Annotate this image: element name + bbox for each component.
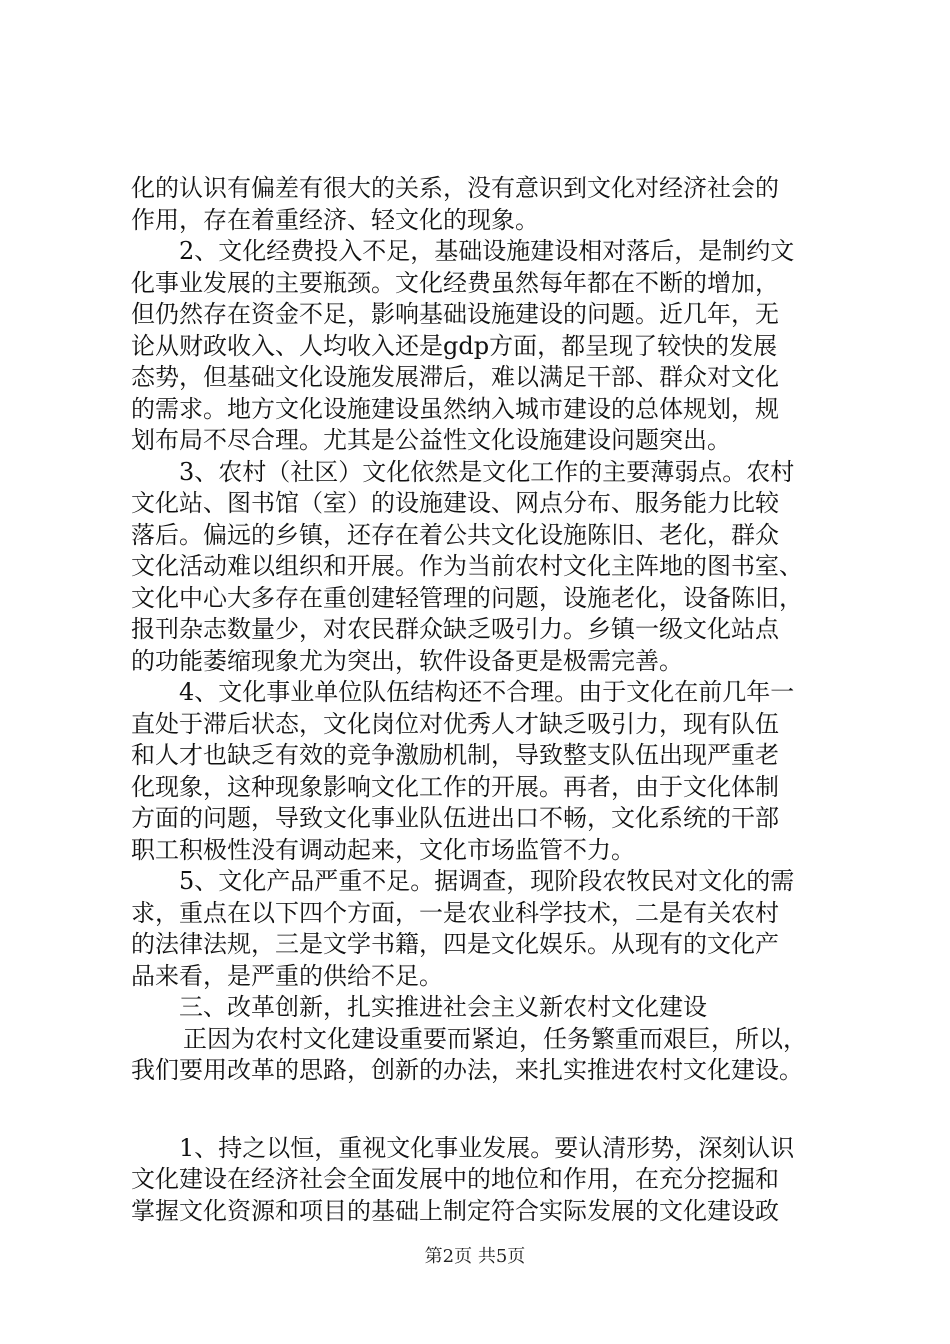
text-line: 落后。偏远的乡镇，还存在着公共文化设施陈旧、老化，群众 [131, 520, 779, 549]
text-line: 我们要用改革的思路，创新的办法，来扎实推进农村文化建设。 [131, 1056, 803, 1084]
paragraph-gap [131, 1087, 831, 1133]
document-body [131, 173, 831, 1227]
text-line: 正因为农村文化建设重要而紧迫，任务繁重而艰巨，所以， [183, 1024, 807, 1053]
text-line: 职工积极性没有调动起来，文化市场监管不力。 [131, 835, 635, 864]
text-line: 5、文化产品严重不足。据调查，现阶段农牧民对文化的需 [179, 867, 795, 895]
text-line: 3、农村（社区）文化依然是文化工作的主要薄弱点。农村 [179, 457, 795, 486]
text-line: 直处于滞后状态，文化岗位对优秀人才缺乏吸引力，现有队伍 [131, 709, 779, 738]
text-line: 品来看，是严重的供给不足。 [131, 961, 443, 990]
text-line: 化现象，这种现象影响文化工作的开展。再者，由于文化体制 [131, 772, 779, 801]
text-line: 态势，但基础文化设施发展滞后，难以满足干部、群众对文化 [131, 363, 779, 391]
text-line: 文化建设在经济社会全面发展中的地位和作用，在充分挖掘和 [131, 1165, 779, 1193]
text-line: 2、文化经费投入不足，基础设施建设相对落后，是制约文 [179, 237, 795, 265]
text-line: 文化活动难以组织和开展。作为当前农村文化主阵地的图书室、 [131, 552, 803, 580]
text-line: 文化站、图书馆（室）的设施建设、网点分布、服务能力比较 [131, 489, 779, 517]
text-line: 求，重点在以下四个方面，一是农业科学技术，二是有关农村 [131, 898, 779, 927]
text-line: 化的认识有偏差有很大的关系，没有意识到文化对经济社会的 [131, 174, 779, 202]
text-line: 的需求。地方文化设施建设虽然纳入城市建设的总体规划，规 [131, 394, 779, 423]
text-line: 文化中心大多存在重创建轻管理的问题，设施老化，设备陈旧， [131, 583, 803, 612]
text-line: 掌握文化资源和项目的基础上制定符合实际发展的文化建设政 [131, 1196, 779, 1225]
text-line: 化事业发展的主要瓶颈。文化经费虽然每年都在不断的增加， [131, 268, 779, 297]
text-line: 的法律法规，三是文学书籍，四是文化娱乐。从现有的文化产 [131, 930, 779, 958]
page-footer: 第2页 共5页 [424, 1246, 526, 1267]
text-line: 的功能萎缩现象尤为突出，软件设备更是极需完善。 [131, 646, 683, 675]
text-line: 方面的问题，导致文化事业队伍进出口不畅，文化系统的干部 [131, 804, 779, 832]
text-line: 1、持之以恒，重视文化事业发展。要认清形势，深刻认识 [179, 1133, 795, 1162]
text-line: 划布局不尽合理。尤其是公益性文化设施建设问题突出。 [131, 426, 731, 454]
text-line: 三、改革创新，扎实推进社会主义新农村文化建设 [179, 993, 707, 1021]
text-line: 和人才也缺乏有效的竞争激励机制，导致整支队伍出现严重老 [131, 741, 779, 769]
text-line: 4、文化事业单位队伍结构还不合理。由于文化在前几年一 [179, 678, 795, 706]
text-line: 作用，存在着重经济、轻文化的现象。 [131, 205, 539, 234]
text-line: 报刊杂志数量少，对农民群众缺乏吸引力。乡镇一级文化站点 [131, 615, 779, 643]
text-line: 论从财政收入、人均收入还是gdp方面，都呈现了较快的发展 [131, 331, 778, 360]
text-line: 但仍然存在资金不足，影响基础设施建设的问题。近几年，无 [131, 300, 779, 328]
